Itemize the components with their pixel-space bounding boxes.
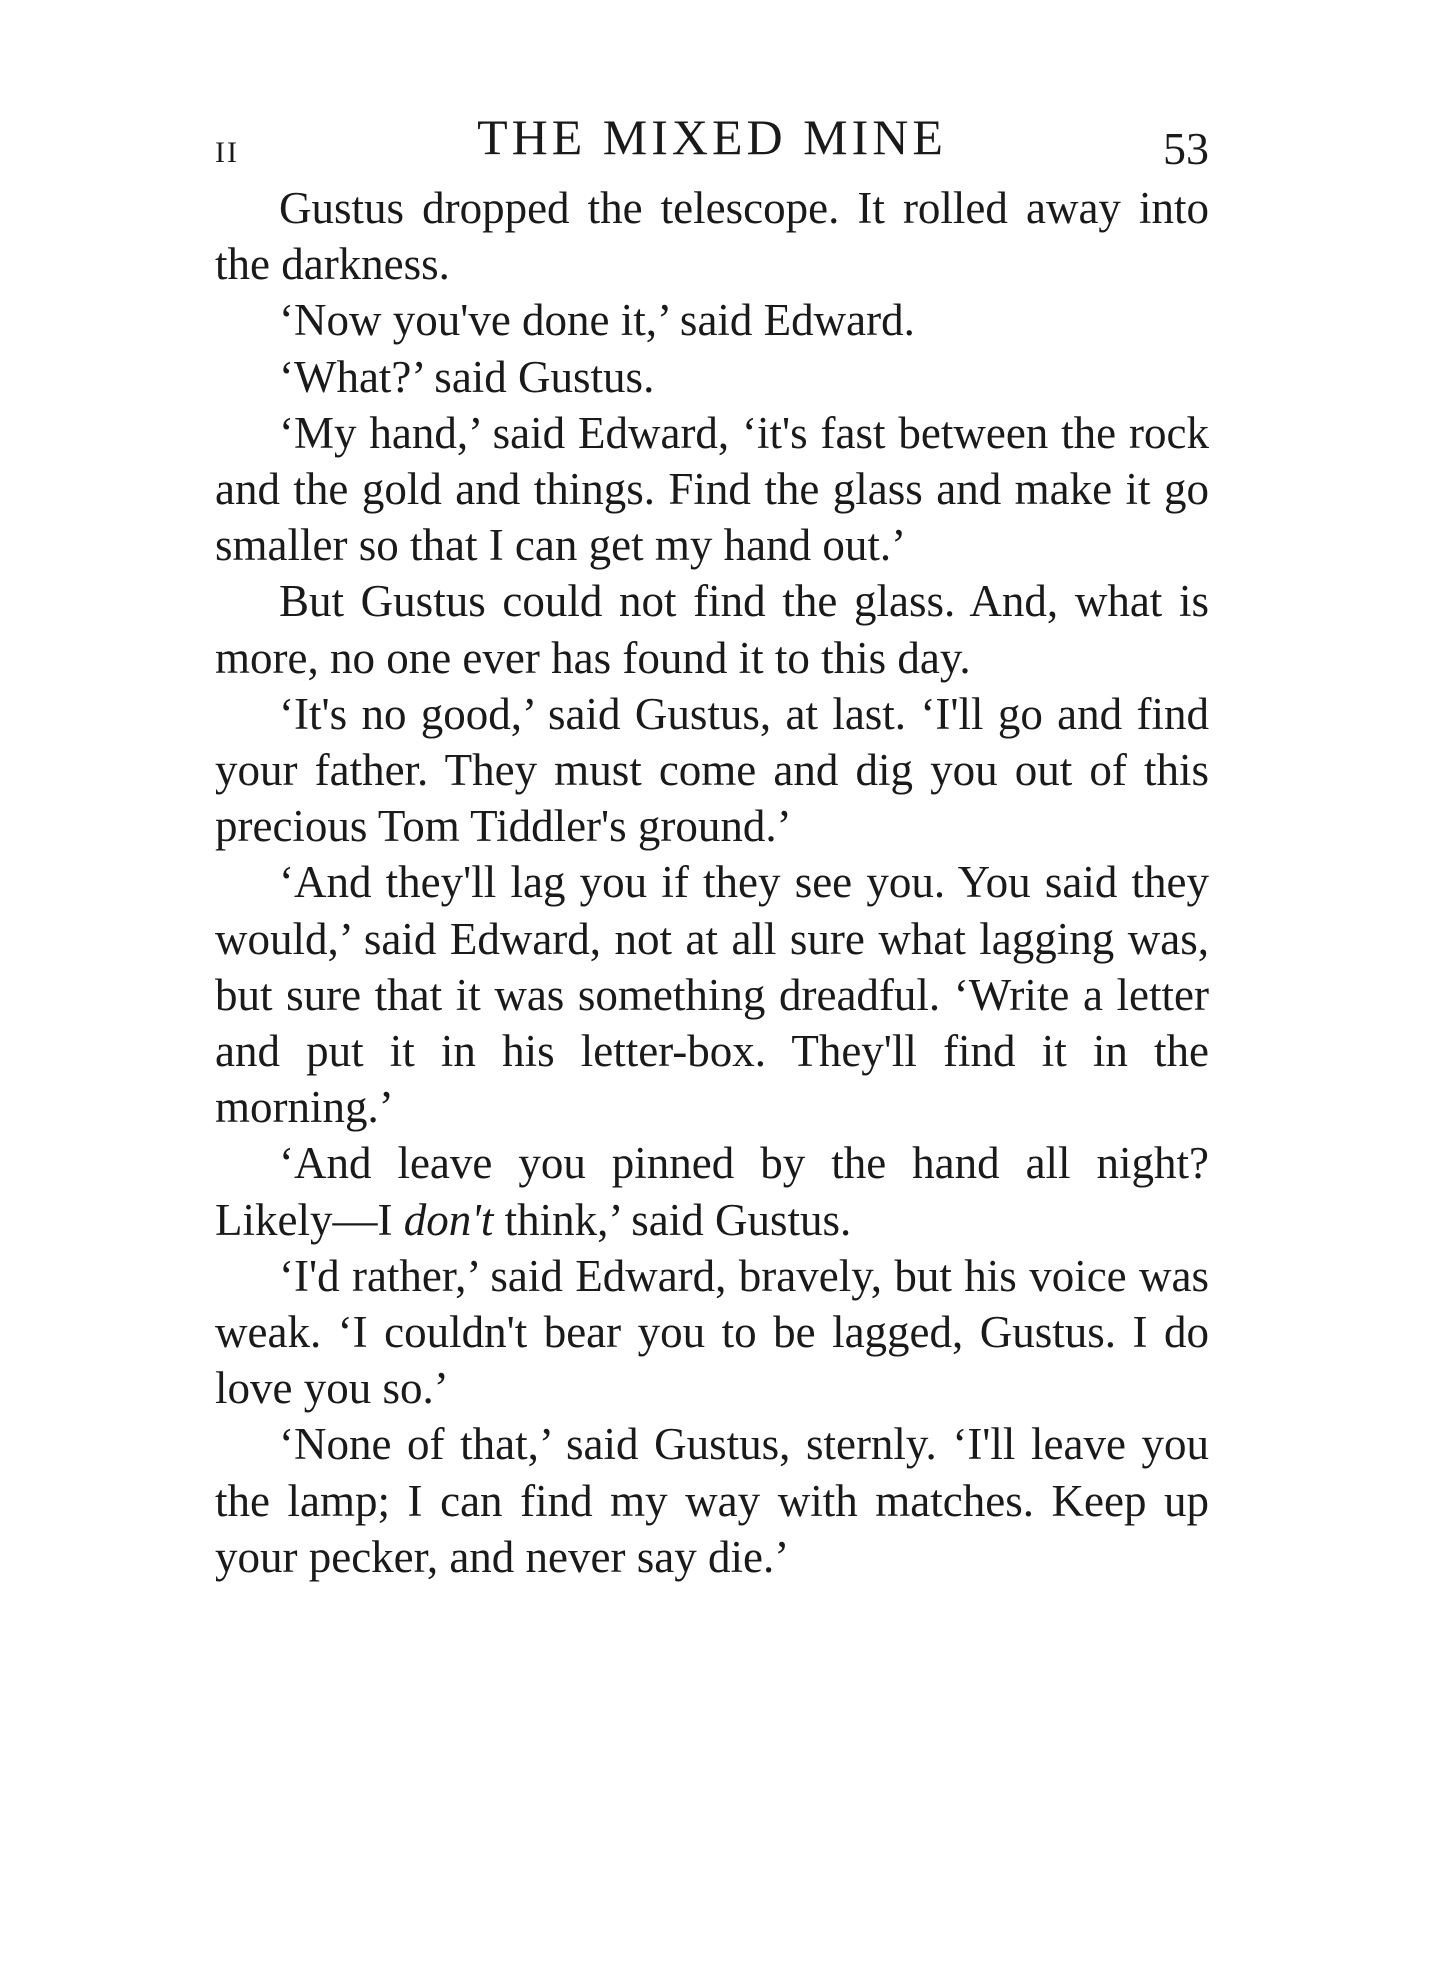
paragraph: ‘Now you've done it,’ said Edward. [279,295,915,346]
body-text [215,180,1209,1585]
paragraph: Gustus dropped the telescope. It rolled away into the darkness. [215,183,1209,290]
running-title: THE MIXED MINE [477,109,947,165]
emphasized-word: don't [403,1194,494,1245]
page-number: 53 [1163,123,1209,174]
running-head [215,100,1209,180]
chapter-number: II [215,136,239,169]
paragraph [215,1135,1209,1247]
paragraph: ‘What?’ said Gustus. [279,351,655,402]
paragraph: ‘None of that,’ said Gustus, sternly. ‘I'll leave you the lamp; I can find my way with matches. Keep up your pecker, and never say die.’ [215,1419,1209,1582]
paragraph: But Gustus could not find the glass. And, what is more, no one ever has found it to this day. [215,576,1209,683]
paragraph: ‘My hand,’ said Edward, ‘it's fast between the rock and the gold and things. Find the glass and make it go smaller so that I can get my hand out.’ [215,407,1209,571]
book-page [215,100,1209,1585]
paragraph: ‘It's no good,’ said Gustus, at last. ‘I'll go and find your father. They must come and dig you out of this precious Tom Tiddler's ground.’ [215,688,1209,852]
paragraph-text: ‘And leave you pinned by the hand all night? Likely—I [215,1138,1209,1245]
paragraph-text: think,’ said Gustus. [493,1194,852,1245]
paragraph: ‘And they'll lag you if they see you. You said they would,’ said Edward, not at all sure what lagging was, but sure that it was something dreadful. ‘Write a letter and put it in his letter-box. They'll find it in the morning.’ [215,857,1209,1133]
paragraph: ‘I'd rather,’ said Edward, bravely, but his voice was weak. ‘I couldn't bear you to be lagged, Gustus. I do love you so.’ [215,1250,1209,1414]
